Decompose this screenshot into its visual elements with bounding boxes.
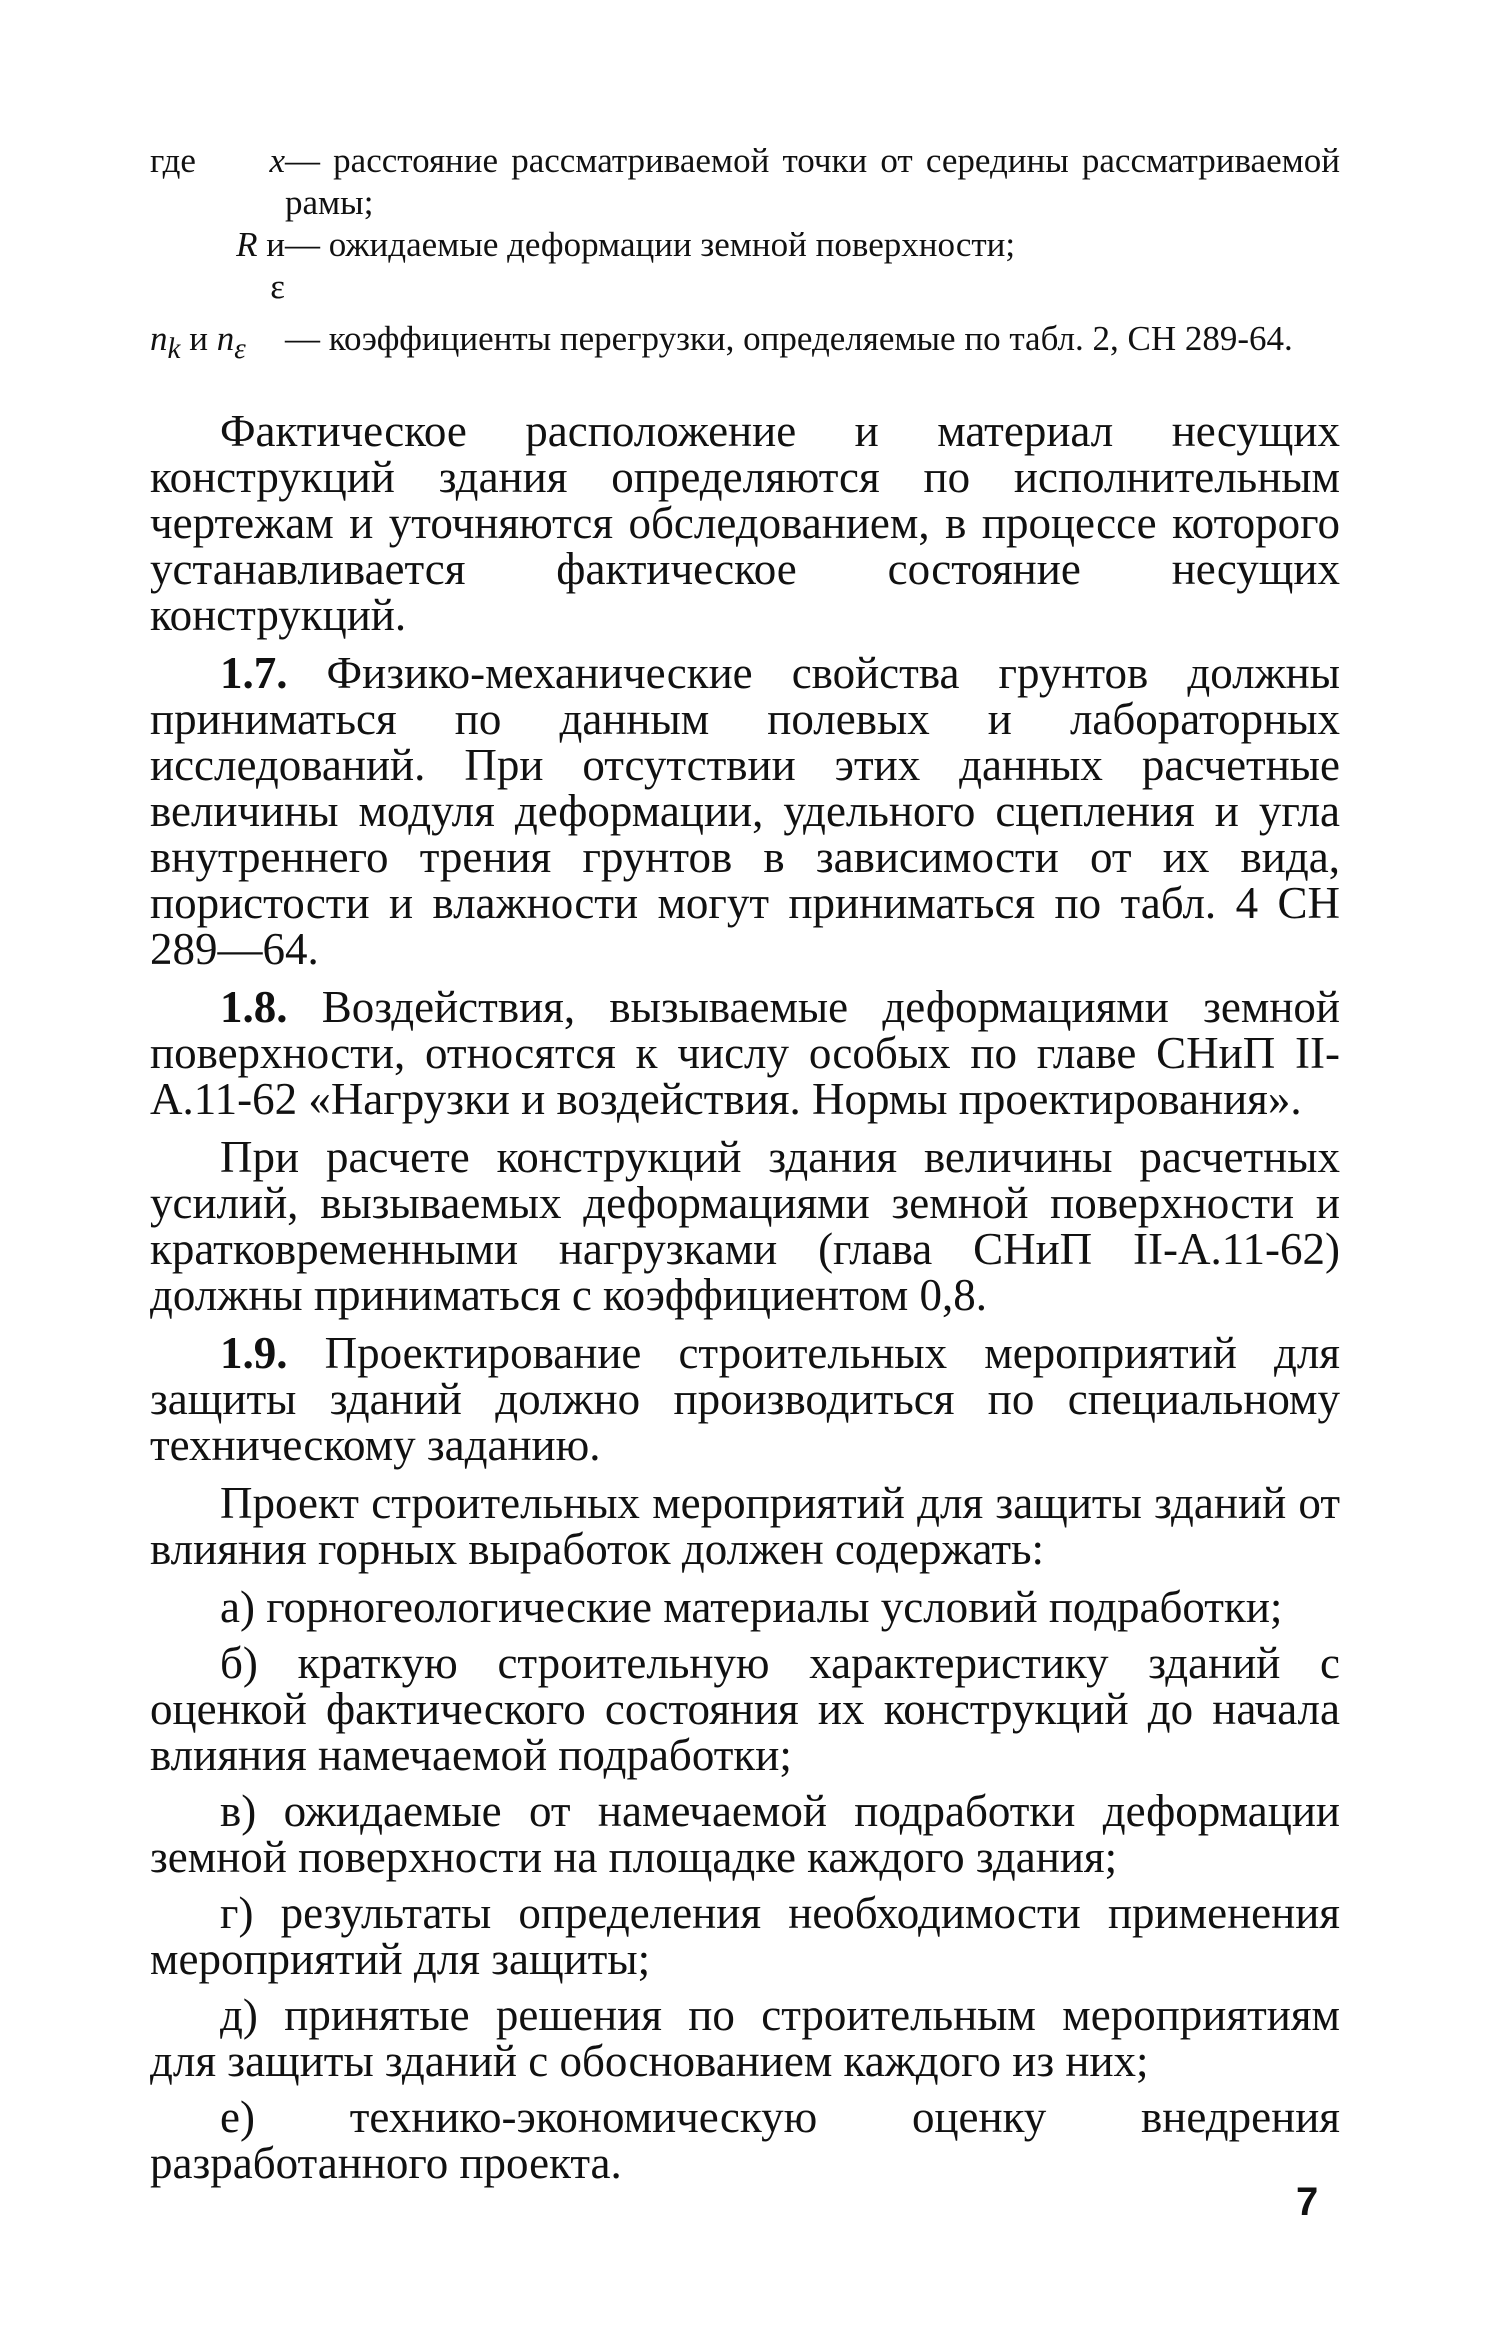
list-item: а) горногеологические материалы условий подработки; — [220, 1582, 1283, 1632]
definition-r-epsilon — [150, 224, 1340, 308]
symbol-nk-ne: $n_k$ и $n_\varepsilon$ — [150, 319, 246, 365]
definition-r-epsilon-text: — ожидаемые деформации земной поверхности; — [285, 225, 1016, 264]
page-number: 7 — [1296, 2180, 1319, 2224]
paragraph-actual-layout: Фактическое расположение и материал несущих конструкций здания определяются по исполнительным чертежам и уточняются обследованием, в процессе которого устанавливается фактическое состояние несущих конструкций. — [150, 406, 1340, 640]
where-label: где — [150, 141, 196, 180]
section-number: 1.9. — [220, 1328, 288, 1378]
list-item: б) краткую строительную характеристику зданий с оценкой фактического состояния их конструкций до начала влияния намечаемой подработки; — [150, 1638, 1340, 1780]
project-contents-list — [150, 1584, 1340, 2186]
paragraph-project-contents: Проект строительных мероприятий для защиты зданий от влияния горных выработок должен содержать: — [150, 1478, 1340, 1574]
list-item: г) результаты определения необходимости применения мероприятий для защиты; — [150, 1888, 1340, 1984]
paragraph-calculation: При расчете конструкций здания величины расчетных усилий, вызываемых деформациями земной поверхности и кратковременными нагрузками (глава СНиП II-А.11-62) должны приниматься с коэффициентом 0,8. — [150, 1132, 1340, 1320]
page-content — [150, 140, 1340, 2196]
list-item: е) технико-экономическую оценку внедрения разработанного проекта. — [150, 2092, 1340, 2188]
definitions-block — [150, 140, 1340, 370]
symbol-r-epsilon: R и ε — [236, 225, 285, 306]
section-number: 1.8. — [220, 982, 288, 1032]
list-item: в) ожидаемые от намечаемой подработки деформации земной поверхности на площадке каждого здания; — [150, 1786, 1340, 1882]
symbol-x: x — [269, 141, 285, 180]
definition-x-text: — расстояние рассматриваемой точки от середины рассматриваемой рамы; — [285, 141, 1341, 222]
section-1-8: 1.8. Воздействия, вызываемые деформациями земной поверхности, относятся к числу особых по главе СНиП II-А.11-62 «Нагрузки и воздействия. Нормы проектирования». — [150, 982, 1340, 1124]
definition-n-text: — коэффициенты перегрузки, определяемые по табл. 2, СН 289-64. — [285, 319, 1293, 358]
list-item: д) принятые решения по строительным мероприятиям для защиты зданий с обоснованием каждого из них; — [150, 1990, 1340, 2086]
section-number: 1.7. — [220, 648, 288, 698]
definition-n — [150, 318, 1340, 370]
section-1-7: 1.7. Физико-механические свойства грунтов должны приниматься по данным полевых и лабораторных исследований. При отсутствии этих данных расчетные величины модуля деформации, удельного сцепления и угла внутреннего трения грунтов в зависимости от их вида, пористости и влажности могут приниматься по табл. 4 СН 289—64. — [150, 648, 1340, 974]
section-1-9: 1.9. Проектирование строительных мероприятий для защиты зданий должно производиться по специальному техническому заданию. — [150, 1328, 1340, 1470]
definition-x — [150, 140, 1340, 224]
